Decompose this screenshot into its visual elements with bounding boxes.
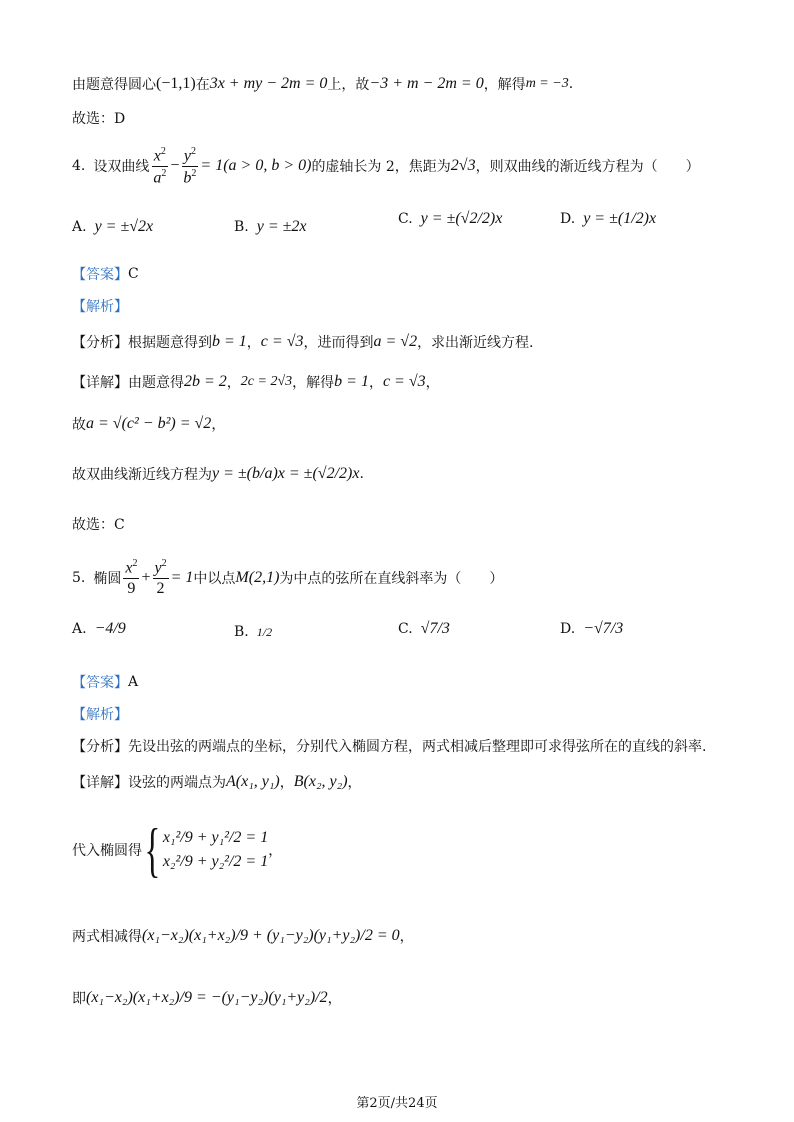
q5-substitute: 代入椭圆得 { x₁²/9 + y₁²/2 = 1 x₂²/9 + y₂²/2 = 1 ， (72, 817, 283, 883)
q5-detail: 【详解】 设弦的两端点为 A(x₁, y₁) ， B(x₂, y₂) ， (72, 773, 362, 791)
fraction: $\frac{x^2}{9}$ (125, 558, 138, 597)
q5-option-c: C. √7/3 (398, 620, 450, 637)
fraction: $\frac{x^2}{a^2}$ (153, 146, 167, 187)
q5-fenxi: 【分析】 先设出弦的两端点的坐标，分别代入椭圆方程，两式相减后整理即可求得弦所在的直线的斜率. (72, 739, 707, 755)
q5-option-d: D. −√7/3 (560, 620, 624, 637)
q4-option-a: A. y = ±√2x (72, 218, 154, 235)
q5-analysis-tag: 【解析】 (72, 707, 128, 723)
q4-option-c: C. y = ±(√2/2)x (398, 210, 503, 227)
q4-analysis-tag: 【解析】 (72, 299, 128, 315)
left-brace: { (144, 817, 161, 883)
equation-system: { x₁²/9 + y₁²/2 = 1 x₂²/9 + y₂²/2 = 1 (144, 817, 269, 883)
q5-subtract: 两式相减得 (x₁−x₂)(x₁+x₂)/9 + (y₁−y₂)(y₁+y₂)/2 = 0 ， (72, 927, 414, 945)
q4-detail: 【详解】 由题意得 2b = 2 ， 2c = 2√3 ，解得 b = 1 ， c = √3 ， (72, 373, 440, 391)
q5-rearrange: 即 (x₁−x₂)(x₁+x₂)/9 = −(y₁−y₂)(y₁+y₂)/2 ， (72, 989, 342, 1007)
q4-solve-a: 故 a = √(c² − b²) = √2 ， (72, 415, 226, 433)
q4-answer: 【答案】 C (72, 266, 139, 283)
q4-option-d: D. y = ±(1/2)x (560, 210, 657, 227)
fraction: $\frac{y^2}{2}$ (154, 558, 167, 597)
q5-stem: 5. 椭圆 $\frac{x^2}{9}$ + $\frac{y^2}{2}$ = 1 中以点 M(2,1) 为中点的弦所在直线斜率为（ ） (72, 558, 504, 597)
fraction: $\frac{y^2}{b^2}$ (183, 146, 197, 187)
answer-tag: 【答案】 (72, 267, 128, 283)
q3-choice: 故选：D (72, 111, 126, 127)
answer-tag: 【答案】 (72, 675, 128, 691)
q4-option-b: B. y = ±2x (234, 218, 307, 235)
q3-solution-line: 由题意得圆心 (−1,1) 在 3x + my − 2m = 0 上，故 −3 + m − 2m = 0 ，解得 m = −3 . (72, 75, 574, 93)
q5-answer: 【答案】 A (72, 674, 139, 691)
q4-stem: 4. 设双曲线 $\frac{x^2}{a^2}$ − $\frac{y^2}{b^2}$ = 1(a > 0, b > 0) 的虚轴长为 2，焦距为 2√3 ，则双曲线的渐近线方程为（ ） (72, 146, 700, 187)
q5-option-b: B. 1/2 (234, 624, 273, 640)
q4-fenxi: 【分析】 根据题意得到 b = 1 ， c = √3 ，进而得到 a = √2 ，求出渐近线方程. (72, 333, 534, 351)
q4-asymptote: 故双曲线渐近线方程为 y = ±(b/a)x = ±(√2/2)x . (72, 465, 364, 483)
q4-choice: 故选：C (72, 517, 125, 533)
q5-option-a: A. −4/9 (72, 620, 126, 637)
page-footer: 第2页/共24页 (356, 1096, 438, 1111)
